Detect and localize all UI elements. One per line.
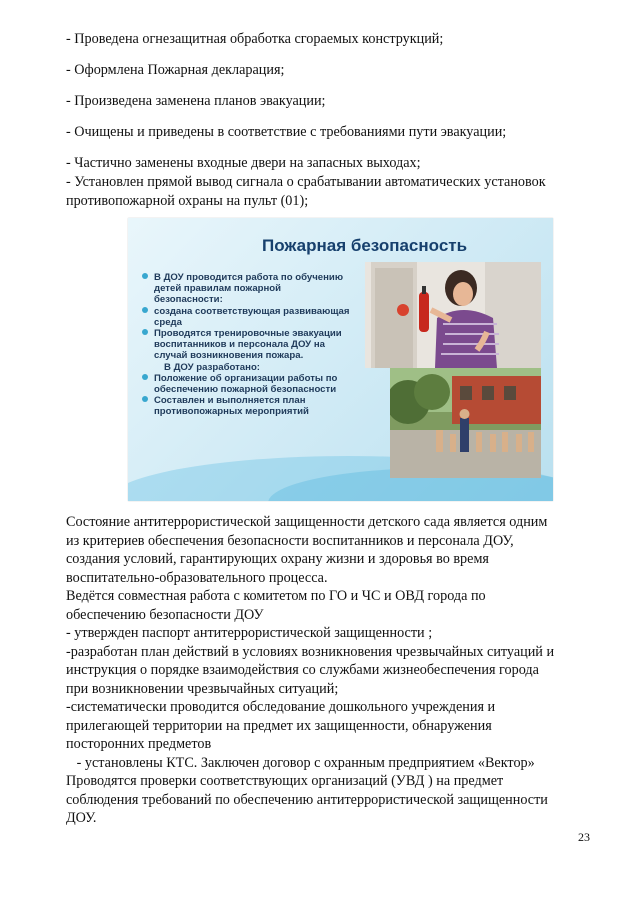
list-item: - Частично заменены входные двери на запасных выходах; <box>66 155 421 171</box>
text-line: - утвержден паспорт антитеррористической защищенности ; <box>66 625 433 641</box>
text-line: -разработан план действий в условиях возникновения чрезвычайных ситуаций и <box>66 643 555 660</box>
fire-safety-slide <box>128 218 553 501</box>
text-line: создания условий, гарантирующих охрану жизни и здоровья во время <box>66 551 489 567</box>
text-line: воспитательно-образовательного процесса. <box>66 569 328 586</box>
slide-subheading: В ДОУ разработано: <box>164 361 260 373</box>
fire-extinguisher-photo <box>365 262 541 368</box>
text-line: посторонних предметов <box>66 736 212 752</box>
text-line: обеспечению безопасности ДОУ <box>66 606 264 623</box>
text-line: Проводятся проверки соответствующих организаций (УВД ) на предмет <box>66 773 504 789</box>
slide-bullet: Положение об организации работы по обеспечению пожарной безопасности <box>142 373 352 395</box>
slide-bullet: создана соответствующая развивающая среда <box>142 306 352 328</box>
slide-bullet-list <box>142 272 352 418</box>
list-item: - Проведена огнезащитная обработка сгораемых конструкций; <box>66 31 444 47</box>
text-line: соблюдения требований по обеспечению антитеррористической защищенности <box>66 791 548 808</box>
text-line: ДОУ. <box>66 810 97 826</box>
text-line: при возникновении чрезвычайных ситуаций; <box>66 680 339 697</box>
text-line: - установлены КТС. Заключен договор с охранным предприятием «Вектор» <box>66 754 535 771</box>
slide-bullet: Проводятся тренировочные эвакуации воспитанников и персонала ДОУ на случай возникновения пожара. <box>142 328 352 362</box>
slide-bullet: В ДОУ проводится работа по обучению детей правилам пожарной безопасности: <box>142 272 352 306</box>
list-item: - Оформлена Пожарная декларация; <box>66 62 285 78</box>
text-line: прилегающей территории на предмет их защищенности, обнаружения <box>66 717 492 734</box>
text-line: -систематически проводится обследование дошкольного учреждения и <box>66 699 496 715</box>
slide-title: Пожарная безопасность <box>262 236 468 255</box>
text-line: Состояние антитеррористической защищенности детского сада является одним <box>66 514 548 530</box>
text-line: из критериев обеспечения безопасности воспитанников и персонала ДОУ, <box>66 532 514 549</box>
slide-bullet: Составлен и выполняется план противопожарных мероприятий <box>142 395 352 417</box>
list-item: - Установлен прямой вывод сигнала о срабатывании автоматических установок противопожарной охраны на пульт (01); <box>66 174 546 209</box>
list-item: - Очищены и приведены в соответствие с требованиями пути эвакуации; <box>66 124 507 140</box>
text-line: инструкция о порядке взаимодействия со службами жизнеобеспечения города <box>66 662 539 678</box>
page-number: 23 <box>578 830 590 844</box>
body-text <box>66 513 596 828</box>
list-item: - Произведена заменена планов эвакуации; <box>66 93 326 109</box>
text-line: Ведётся совместная работа с комитетом по ГО и ЧС и ОВД города по <box>66 588 486 604</box>
evacuation-photo <box>390 368 541 478</box>
